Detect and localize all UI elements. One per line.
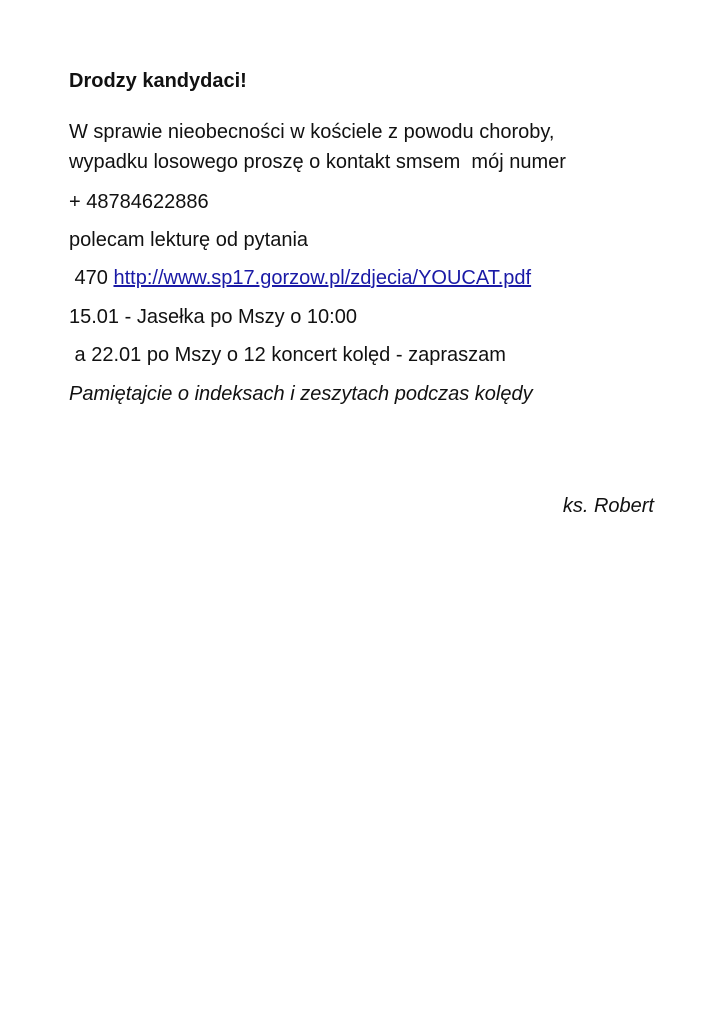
paragraph-line-2: wypadku losowego proszę o kontakt smsem mój numer [69,151,566,173]
youcat-pdf-link[interactable]: http://www.sp17.gorzow.pl/zdjecia/YOUCAT.pdf [113,267,532,289]
reading-question-number: 470 [69,267,114,289]
reading-intro: polecam lekturę od pytania [69,229,309,251]
reading-reference [69,266,531,290]
greeting-heading: Drodzy kandydaci! [69,70,247,92]
phone-number: + 48784622886 [69,191,209,213]
event-koncert: a 22.01 po Mszy o 12 koncert kolęd - zapraszam [69,344,506,366]
paragraph-line-1: W sprawie nieobecności w kościele z powodu choroby, [69,121,555,143]
signature: ks. Robert [562,495,654,517]
reminder-text: Pamiętajcie o indeksach i zeszytach podczas kolędy [69,383,533,405]
event-jaselka: 15.01 - Jasełka po Mszy o 10:00 [69,306,357,328]
